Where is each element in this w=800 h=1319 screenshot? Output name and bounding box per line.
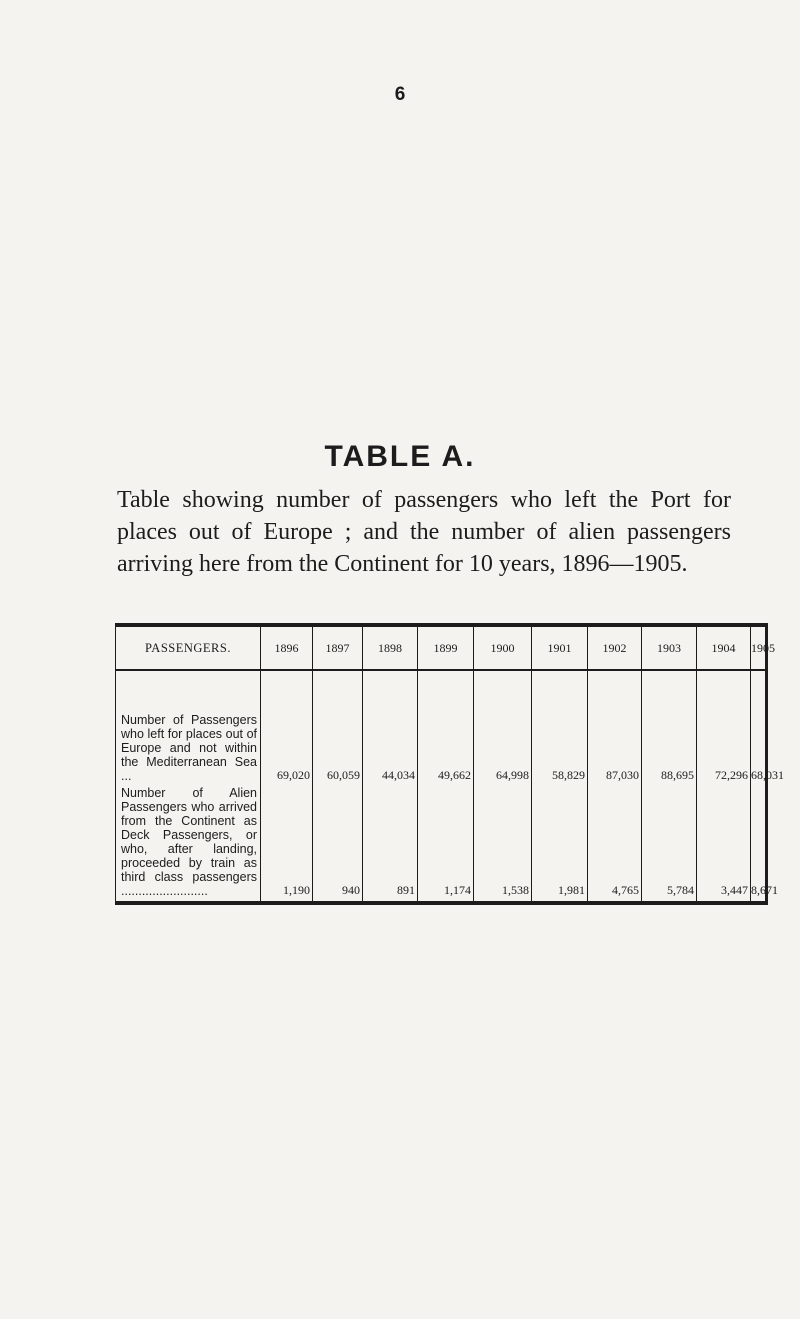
header-year: 1903 [642, 625, 697, 670]
table-cell: 88,695 [642, 670, 697, 786]
table-cell: 72,296 [697, 670, 751, 786]
table-cell: 3,447 [697, 786, 751, 903]
passengers-table [115, 623, 784, 905]
header-year: 1902 [588, 625, 642, 670]
table-cell: 8,671 [751, 786, 767, 903]
table-cell: 1,981 [532, 786, 588, 903]
table-row-alien-arrivals [116, 786, 767, 903]
header-year: 1900 [474, 625, 532, 670]
table-cell: 58,829 [532, 670, 588, 786]
header-passengers: PASSENGERS. [116, 625, 261, 670]
table-cell: 891 [363, 786, 418, 903]
header-year: 1904 [697, 625, 751, 670]
table-cell: 1,190 [261, 786, 313, 903]
header-year: 1899 [418, 625, 474, 670]
table-cell: 940 [313, 786, 363, 903]
table-cell: 64,998 [474, 670, 532, 786]
table-cell: 1,174 [418, 786, 474, 903]
table-header-row [116, 625, 767, 670]
table-description: Table showing number of passengers who left the Port for places out of Europe ; and the number of alien passengers arriving here from the Continent for 10 years, 1896—1905. [117, 487, 731, 577]
table-cell: 44,034 [363, 670, 418, 786]
table-title: TABLE A. [324, 440, 476, 473]
table-cell: 60,059 [313, 670, 363, 786]
table-cell: 1,538 [474, 786, 532, 903]
header-year: 1901 [532, 625, 588, 670]
table-cell: 87,030 [588, 670, 642, 786]
table-row-emigrants [116, 670, 767, 786]
page-number: 6 [394, 84, 406, 105]
header-year: 1905 [751, 625, 767, 670]
header-year: 1897 [313, 625, 363, 670]
table-cell: 4,765 [588, 786, 642, 903]
header-year: 1896 [261, 625, 313, 670]
row-label: Number of Passengers who left for places out of Europe and not within the Mediterranean Sea ... [116, 670, 261, 786]
table-cell: 49,662 [418, 670, 474, 786]
header-year: 1898 [363, 625, 418, 670]
row-label: Number of Alien Passengers who arrived from the Continent as Deck Passengers, or who, after landing, proceeded by train as third class passengers ......................... [116, 786, 261, 903]
table-cell: 5,784 [642, 786, 697, 903]
table-cell: 69,020 [261, 670, 313, 786]
table-cell: 68,031 [751, 670, 767, 786]
